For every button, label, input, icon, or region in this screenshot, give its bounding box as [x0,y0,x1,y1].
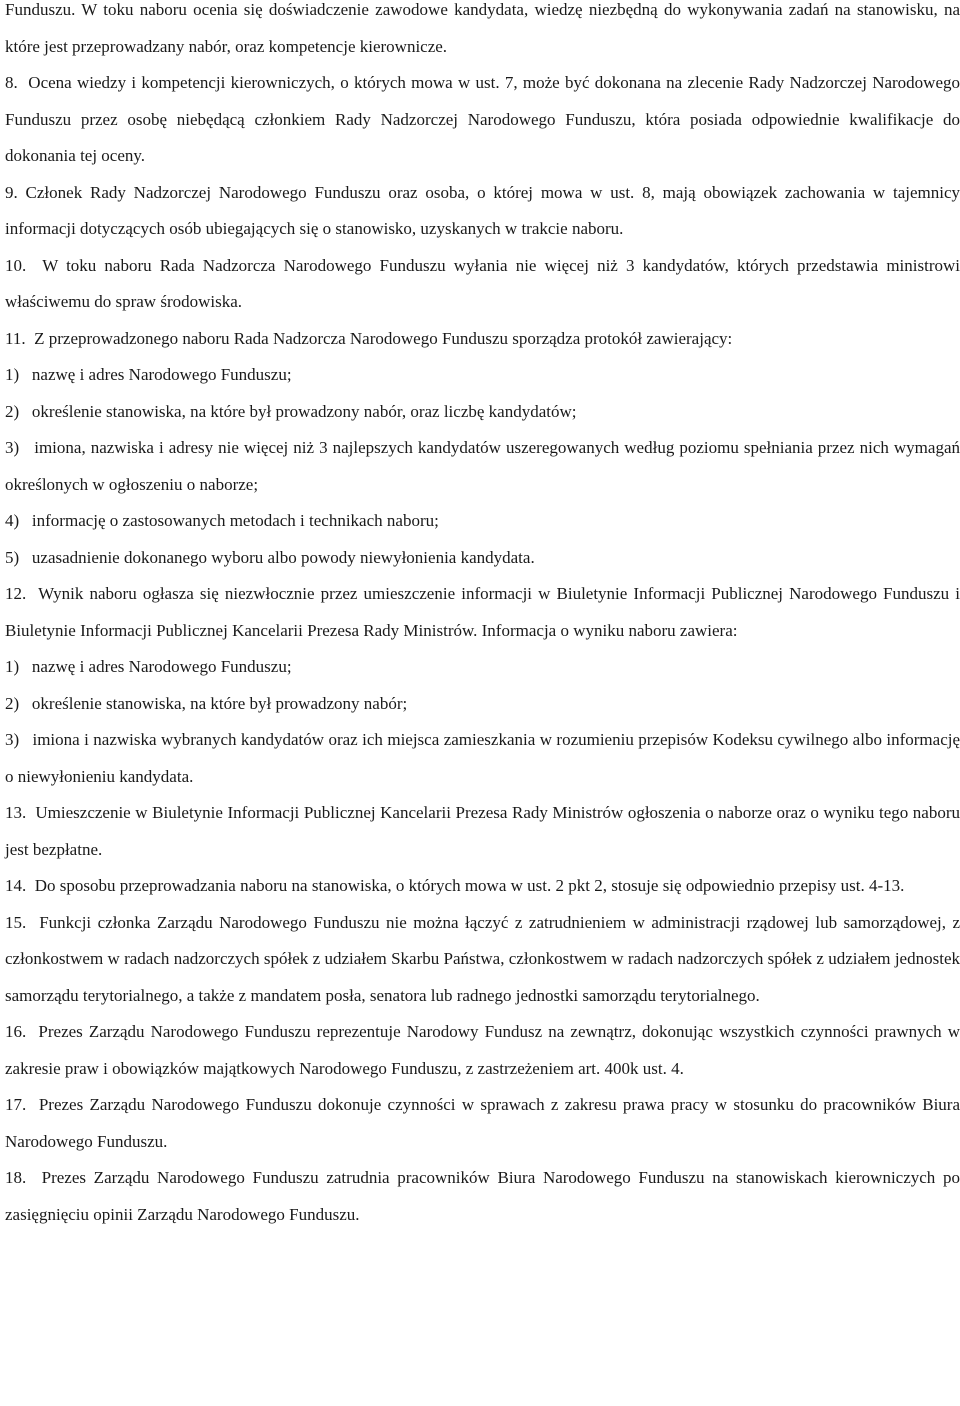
list-item-text: nazwę i adres Narodowego Funduszu; [31,365,292,384]
list-item-text: informację o zastosowanych metodach i technikach naboru; [31,511,439,530]
paragraph-text: Prezes Zarządu Narodowego Funduszu zatrudnia pracowników Biura Narodowego Funduszu na stanowiskach kierowniczych po zasięgnięciu opinii Zarządu Narodowego Funduszu. [5,1168,960,1224]
paragraph-number: 17. [5,1095,27,1114]
paragraph-number: 8. [5,73,18,92]
list-item-number: 5) [5,547,20,567]
list-item-11-2 [5,394,960,431]
list-item-text: imiona i nazwiska wybranych kandydatów oraz ich miejsca zamieszkania w rozumieniu przepisów Kodeksu cywilnego albo informację o niewyłonieniu kandydata. [5,730,960,786]
list-item-12-2 [5,686,960,723]
paragraph-text: Umieszczenie w Biuletynie Informacji Publicznej Kancelarii Prezesa Rady Ministrów ogłoszenia o naborze oraz o wyniku tego naboru jest bezpłatne. [5,803,960,859]
paragraph-10 [5,248,960,321]
paragraph-9 [5,175,960,248]
paragraph-text: W toku naboru Rada Nadzorcza Narodowego Funduszu wyłania nie więcej niż 3 kandydatów, których przedstawia ministrowi właściwemu do spraw środowiska. [5,255,960,311]
list-item-text: określenie stanowiska, na które był prowadzony nabór; [31,693,408,713]
paragraph-8 [5,65,960,175]
paragraph-12 [5,576,960,649]
list-item-11-1 [5,357,960,394]
list-item-number: 1) [5,365,20,384]
list-item-12-3 [5,722,960,795]
document-page [5,0,960,1233]
paragraph-number: 13. [5,803,27,822]
paragraph-continuation [5,0,960,65]
paragraph-text: Prezes Zarządu Narodowego Funduszu dokonuje czynności w sprawach z zakresu prawa pracy w stosunku do pracowników Biura Narodowego Funduszu. [5,1095,960,1151]
paragraph-11 [5,321,960,358]
paragraph-number: 10. [5,255,27,275]
paragraph-18 [5,1160,960,1233]
paragraph-text: Do sposobu przeprowadzania naboru na stanowiska, o których mowa w ust. 2 pkt 2, stosuje się odpowiednio przepisy ust. 4-13. [34,876,905,895]
paragraph-number: 15. [5,912,27,932]
paragraph-16 [5,1014,960,1087]
list-item-number: 3) [5,730,20,749]
paragraph-text: Funduszu. W toku naboru ocenia się doświadczenie zawodowe kandydata, wiedzę niezbędną do wykonywania zadań na stanowisku, na które jest przeprowadzany nabór, oraz kompetencje kierownicze. [5,0,960,56]
list-item-11-4 [5,503,960,540]
list-item-text: określenie stanowiska, na które był prowadzony nabór, oraz liczbę kandydatów; [31,401,577,421]
paragraph-text: Wynik naboru ogłasza się niezwłocznie przez umieszczenie informacji w Biuletynie Informacji Publicznej Narodowego Funduszu i Biuletynie Informacji Publicznej Kancelarii Prezesa Rady Ministrów. Informacja o wyniku naboru zawiera: [5,584,960,640]
list-item-number: 1) [5,657,20,676]
list-item-number: 2) [5,693,20,713]
list-item-number: 4) [5,511,20,530]
paragraph-text: Prezes Zarządu Narodowego Funduszu reprezentuje Narodowy Fundusz na zewnątrz, dokonując wszystkich czynności prawnych w zakresie praw i obowiązków majątkowych Narodowego Funduszu, z zastrzeżeniem art. 400k ust. 4. [5,1022,960,1078]
paragraph-text: Funkcji członka Zarządu Narodowego Funduszu nie można łączyć z zatrudnieniem w administracji rządowej lub samorządowej, z członkostwem w radach nadzorczych spółek z udziałem Skarbu Państwa, członkostwem w radach nadzorczych spółek z udziałem jednostek samorządu terytorialnego, a także z mandatem posła, senatora lub radnego jednostki samorządu terytorialnego. [5,912,960,1005]
paragraph-13 [5,795,960,868]
list-item-text: uzasadnienie dokonanego wyboru albo powody niewyłonienia kandydata. [31,547,535,567]
paragraph-15 [5,905,960,1015]
paragraph-number: 16. [5,1022,27,1041]
list-item-11-5 [5,540,960,577]
paragraph-text: Z przeprowadzonego naboru Rada Nadzorcza Narodowego Funduszu sporządza protokół zawierający: [34,328,733,348]
paragraph-number: 11. [5,328,26,348]
paragraph-17 [5,1087,960,1160]
paragraph-number: 18. [5,1168,27,1187]
list-item-text: imiona, nazwiska i adresy nie więcej niż 3 najlepszych kandydatów uszeregowanych według poziomu spełniania przez nich wymagań określonych w ogłoszeniu o naborze; [5,438,960,494]
list-item-12-1 [5,649,960,686]
paragraph-number: 12. [5,584,27,603]
list-item-number: 2) [5,401,20,421]
paragraph-number: 9. [5,182,18,202]
paragraph-14 [5,868,960,905]
list-item-11-3 [5,430,960,503]
paragraph-text: Ocena wiedzy i kompetencji kierowniczych, o których mowa w ust. 7, może być dokonana na zlecenie Rady Nadzorczej Narodowego Funduszu przez osobę niebędącą członkiem Rady Nadzorczej Narodowego Funduszu, która posiada odpowiednie kwalifikacje do dokonania tej oceny. [5,73,960,165]
list-item-text: nazwę i adres Narodowego Funduszu; [31,657,292,676]
paragraph-number: 14. [5,876,27,895]
paragraph-text: Członek Rady Nadzorczej Narodowego Funduszu oraz osoba, o której mowa w ust. 8, mają obowiązek zachowania w tajemnicy informacji dotyczących osób ubiegających się o stanowisko, uzyskanych w trakcie naboru. [5,182,960,238]
list-item-number: 3) [5,438,20,457]
